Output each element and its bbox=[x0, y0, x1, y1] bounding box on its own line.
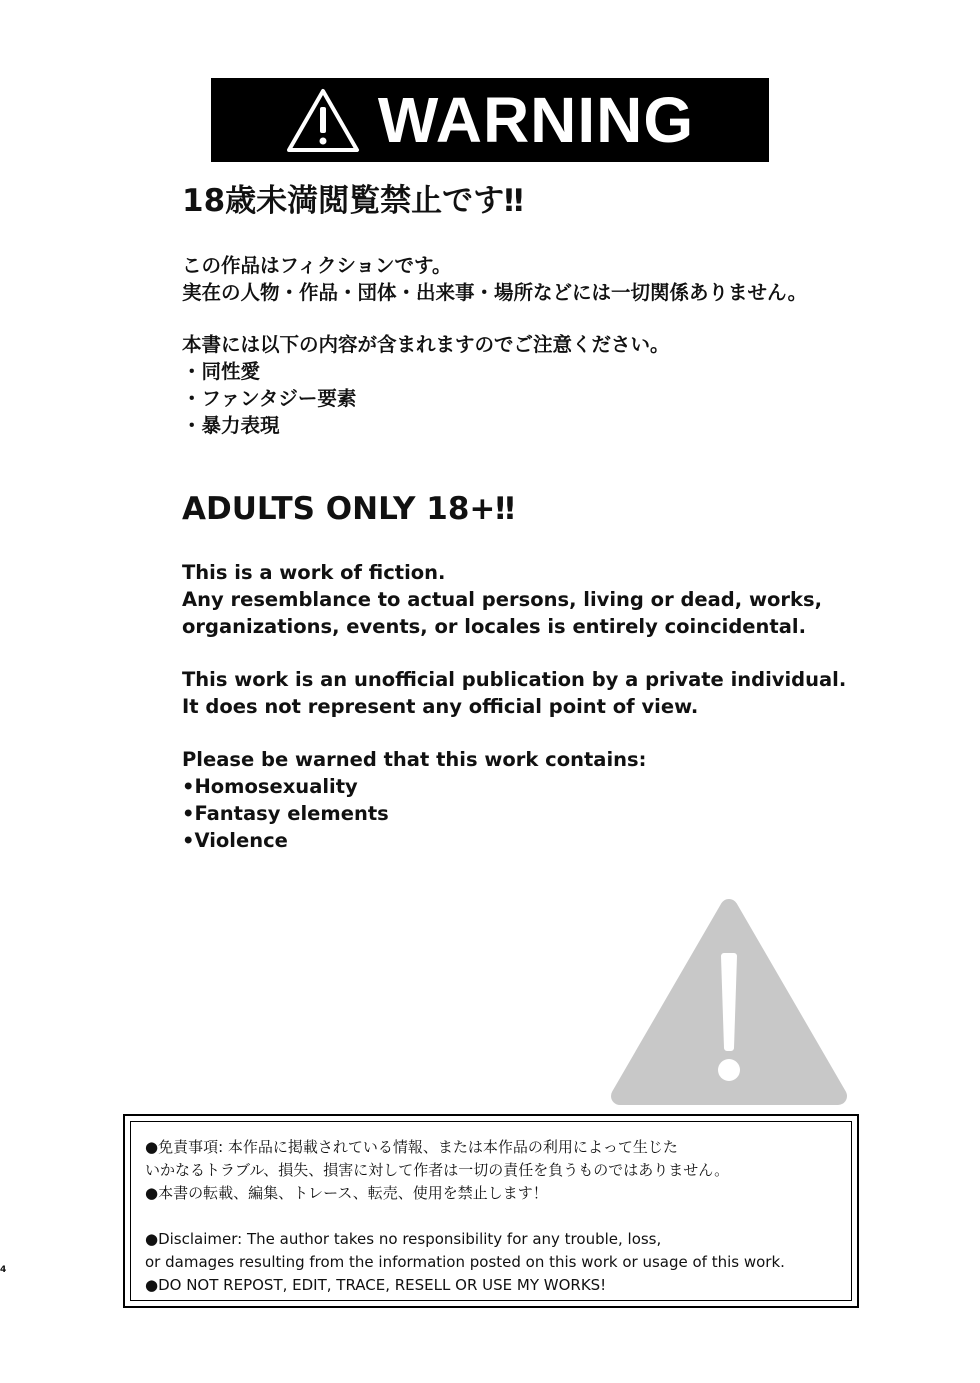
jp-fiction-line: 実在の人物・作品・団体・出来事・場所などには一切関係ありません。 bbox=[182, 281, 808, 304]
en-fiction-line: organizations, events, or locales is entirely coincidental. bbox=[182, 615, 806, 638]
disclaimer-box bbox=[123, 1114, 859, 1308]
list-item: ・ファンタジー要素 bbox=[182, 387, 357, 410]
spacer bbox=[145, 1205, 851, 1228]
en-contents-intro: Please be warned that this work contains: bbox=[182, 748, 647, 771]
page-number: 4 bbox=[0, 1265, 7, 1275]
list-item: ・同性愛 bbox=[182, 360, 261, 383]
warning-triangle-icon bbox=[610, 898, 848, 1110]
jp-fiction-line: この作品はフィクションです。 bbox=[182, 254, 452, 277]
disclaimer-jp-line: ●免責事項: 本作品に掲載されている情報、または本作品の利用によって生じた bbox=[145, 1138, 678, 1156]
jp-contents-list bbox=[182, 331, 670, 439]
disclaimer-en-line: ●DO NOT REPOST, EDIT, TRACE, RESELL OR USE MY WORKS! bbox=[145, 1276, 607, 1294]
list-item: •Homosexuality bbox=[182, 775, 358, 798]
en-heading: ADULTS ONLY 18+‼ bbox=[182, 491, 515, 527]
jp-heading: 18歳未満閲覧禁止です‼ bbox=[182, 183, 524, 219]
disclaimer-en-line: ●Disclaimer: The author takes no responsibility for any trouble, loss, bbox=[145, 1230, 662, 1248]
en-fiction-line: Any resemblance to actual persons, living or dead, works, bbox=[182, 588, 822, 611]
jp-fiction-notice bbox=[182, 252, 807, 306]
en-unofficial-notice bbox=[182, 666, 846, 720]
banner-title: WARNING bbox=[377, 84, 695, 156]
en-contents-list bbox=[182, 746, 646, 854]
list-item: ・暴力表現 bbox=[182, 414, 280, 437]
list-item: •Violence bbox=[182, 829, 288, 852]
en-fiction-notice bbox=[182, 559, 822, 640]
en-unofficial-line: This work is an unofficial publication by a private individual. bbox=[182, 668, 847, 691]
jp-contents-intro: 本書には以下の内容が含まれますのでご注意ください。 bbox=[182, 333, 670, 356]
disclaimer-jp-line: ●本書の転載、編集、トレース、転売、使用を禁止します！ bbox=[145, 1184, 548, 1202]
en-fiction-line: This is a work of fiction. bbox=[182, 561, 446, 584]
warning-triangle-icon bbox=[286, 87, 360, 153]
disclaimer-content bbox=[130, 1121, 852, 1301]
disclaimer-jp-line: いかなるトラブル、損失、損害に対して作者は一切の責任を負うものではありません。 bbox=[145, 1161, 730, 1179]
en-unofficial-line: It does not represent any official point of view. bbox=[182, 695, 699, 718]
warning-banner bbox=[211, 78, 769, 162]
disclaimer-en-line: or damages resulting from the information posted on this work or usage of this work. bbox=[145, 1253, 785, 1271]
list-item: •Fantasy elements bbox=[182, 802, 389, 825]
